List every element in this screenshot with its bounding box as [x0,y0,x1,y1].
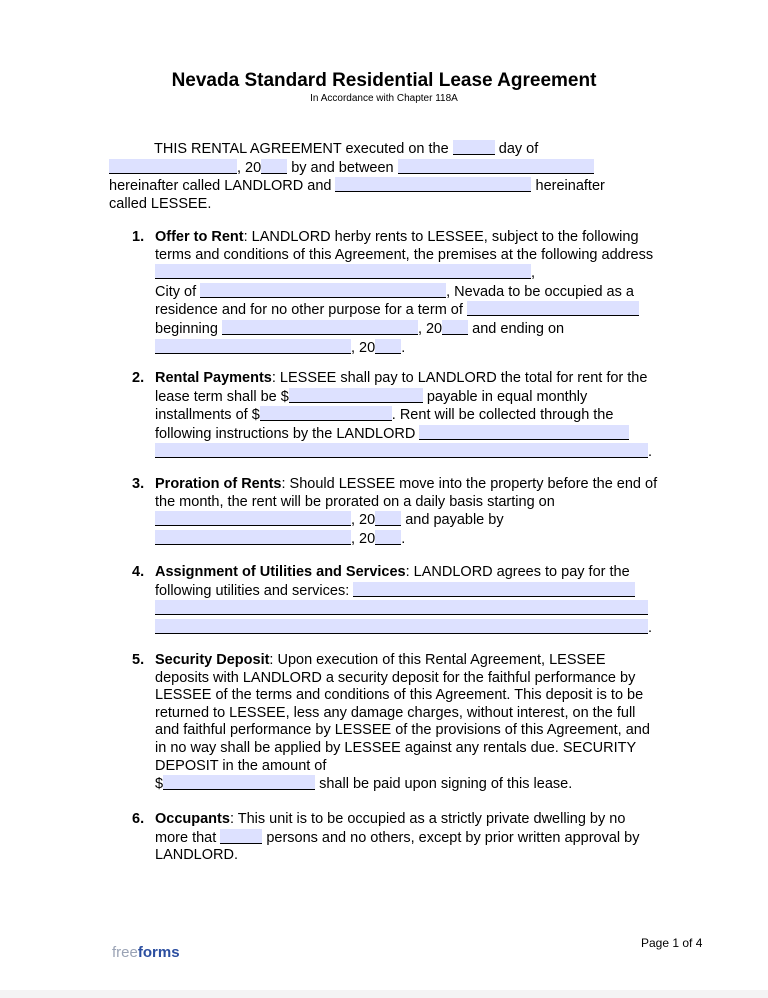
begin-year-field[interactable] [442,320,468,335]
page-number: Page 1 of 4 [641,936,703,950]
occupants-count-field[interactable] [220,829,262,844]
section-utilities-and-services: 4. Assignment of Utilities and Services: LANDLORD agrees to pay for the following utilities and services: . [132,564,653,636]
payment-instructions-field[interactable] [419,425,629,440]
proration-start-year-field[interactable] [375,511,401,526]
city-field[interactable] [200,283,446,298]
utilities-line3-field[interactable] [155,619,648,634]
lessee-name-field[interactable] [335,177,531,192]
proration-start-date-field[interactable] [155,511,351,526]
section-occupants: 6. Occupants: This unit is to be occupied as a strictly private dwelling by no more that persons and no others, except by prior written approval by LANDLORD. [132,811,640,864]
landlord-name-field[interactable] [398,159,594,174]
payment-instructions-line2-field[interactable] [155,443,648,458]
monthly-installment-field[interactable] [260,406,392,421]
document-title: Nevada Standard Residential Lease Agreement [171,70,597,91]
execution-month-field[interactable] [109,159,237,174]
proration-payable-date-field[interactable] [155,530,351,545]
lease-term-field[interactable] [467,301,639,316]
total-rent-field[interactable] [289,388,423,403]
end-date-field[interactable] [155,339,351,354]
proration-payable-year-field[interactable] [375,530,401,545]
utilities-field[interactable] [353,582,635,597]
section-offer-to-rent: 1. Offer to Rent: LANDLORD herby rents to LESSEE, subject to the following terms and conditions of this Agreement, the premises at the following address , City of , Nevada to be occupied as a residence and for no other purpose for a term of beginning , 20 and ending on , 20 . [132,229,654,356]
execution-day-field[interactable] [453,140,495,155]
document-subtitle: In Accordance with Chapter 118A [310,93,458,104]
freeforms-logo: freeforms [112,944,180,961]
end-year-field[interactable] [375,339,401,354]
security-deposit-amount-field[interactable] [163,775,315,790]
utilities-line2-field[interactable] [155,600,648,615]
property-address-field[interactable] [155,264,531,279]
begin-date-field[interactable] [222,320,418,335]
section-rental-payments: 2. Rental Payments: LESSEE shall pay to LANDLORD the total for rent for the lease term shall be $ payable in equal monthly installments of $ . Rent will be collected through the following instructions by the LANDLORD . [132,370,653,461]
execution-year-field[interactable] [261,159,287,174]
section-proration-of-rents: 3. Proration of Rents: Should LESSEE move into the property before the end of the month, the rent will be prorated on a daily basis starting on , 20 and payable by , 20 . [132,476,658,547]
section-security-deposit: 5. Security Deposit: Upon execution of this Rental Agreement, LESSEE deposits with LANDLORD a security deposit for the faithful performance by LESSEE of the terms and conditions of this Agreement. This deposit is to be returned to LESSEE, less any damage charges, without interest, on the full and faithful performance by LESSEE of the provisions of this Agreement, and in no way shall be applied by LESSEE against any rentals due. SECURITY DEPOSIT in the amount of $ shall be paid upon signing of this lease. [132,652,650,793]
intro-paragraph: THIS RENTAL AGREEMENT executed on the day of , 20 by and between hereinafter called LANDLORD and hereinafter called LESSEE. [109,141,605,212]
